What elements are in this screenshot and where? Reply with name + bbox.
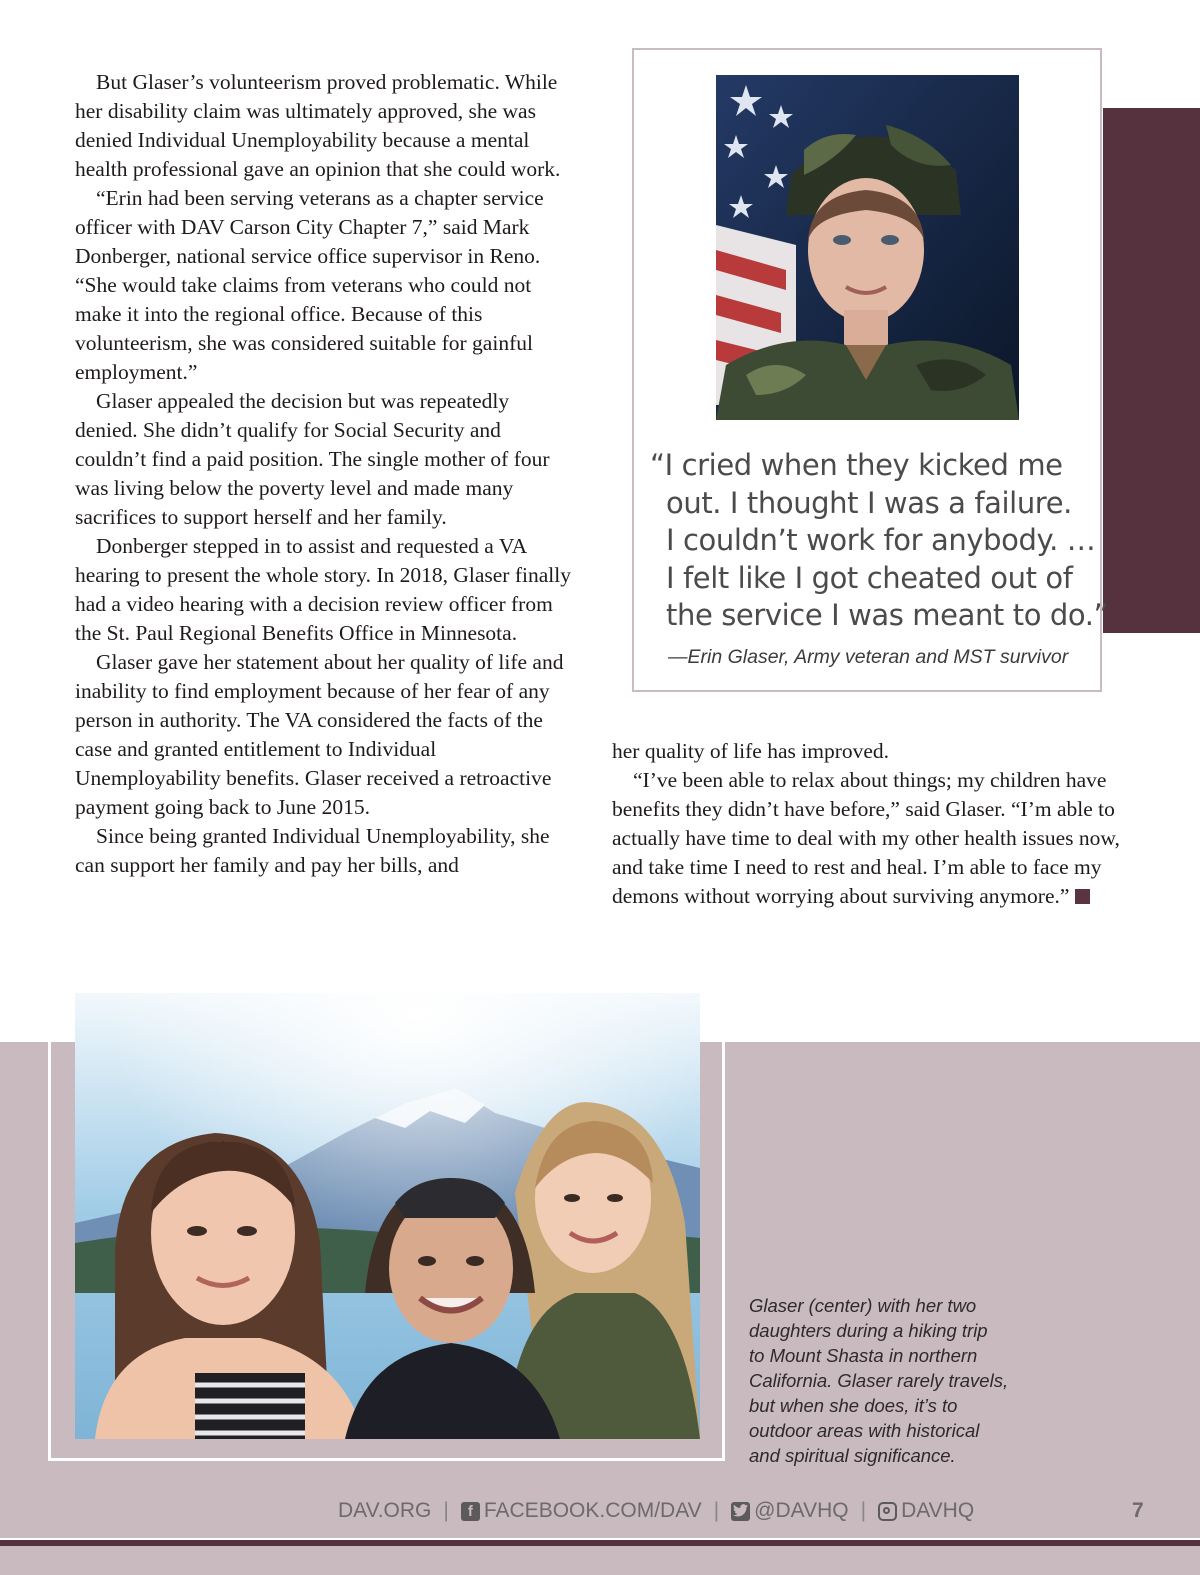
pull-quote-line: “I cried when they kicked me: [650, 448, 1063, 482]
article-paragraph-text: “I’ve been able to relax about things; my children have benefits they didn’t have before,” said Glaser. “I’m able to actually have time to deal with my other health issues now, and take time I need to rest and heal. I’m able to face my demons without worrying about surviving anymore.”: [612, 768, 1120, 908]
article-paragraph: [612, 766, 1132, 911]
caption-line: outdoor areas with historical: [749, 1420, 980, 1441]
portrait-illustration: [716, 75, 1019, 420]
page-footer: [0, 1491, 1200, 1529]
footer-instagram-link[interactable]: DAVHQ: [901, 1499, 975, 1522]
pull-quote-line: the service I was meant to do.”: [666, 598, 1109, 632]
caption-line: Glaser (center) with her two: [749, 1295, 977, 1316]
footer-facebook-link[interactable]: FACEBOOK.COM/DAV: [483, 1499, 702, 1522]
pull-quote-line: out. I thought I was a failure.: [666, 485, 1072, 520]
caption-line: but when she does, it’s to: [749, 1395, 958, 1416]
portrait-photo: [716, 75, 1019, 420]
facebook-icon[interactable]: f: [461, 1502, 480, 1521]
article-paragraph: Glaser appealed the decision but was repeatedly denied. She didn’t qualify for Social Security and couldn’t find a paid position. The single mother of four was living below the poverty level and made many sacrifices to support herself and her family.: [75, 389, 550, 529]
article-paragraph: Glaser gave her statement about her quality of life and inability to find employment because of her fear of any person in authority. The VA considered the facts of the case and granted entitlement to Individual Unemployability benefits. Glaser received a retroactive payment going back to June 2015.: [75, 650, 564, 819]
article-paragraph: Donberger stepped in to assist and requested a VA hearing to present the whole story. In 2018, Glaser finally had a video hearing with a decision review officer from the St. Paul Regional Benefits Office in Minnesota.: [75, 534, 571, 645]
article-paragraph: Since being granted Individual Unemployability, she can support her family and pay her bills, and: [75, 824, 550, 877]
article-paragraph: But Glaser’s volunteerism proved problematic. While her disability claim was ultimately approved, she was denied Individual Unemployability because a mental health professional gave an opinion that she could work.: [75, 70, 561, 181]
bottom-strip: [0, 1546, 1200, 1575]
article-paragraph: “Erin had been serving veterans as a chapter service officer with DAV Carson City Chapter 7,” said Mark Donberger, national service office supervisor in Reno. “She would take claims from veterans who could not make it into the regional office. Because of this volunteerism, she was considered suitable for gainful employment.”: [75, 186, 544, 384]
twitter-icon[interactable]: [731, 1502, 750, 1521]
caption-line: daughters during a hiking trip: [749, 1320, 988, 1341]
footer-links: [338, 1499, 974, 1523]
pull-quote-line: I couldn’t work for anybody. …: [666, 523, 1096, 557]
end-square-icon: [1075, 889, 1090, 904]
caption-line: and spiritual significance.: [749, 1445, 956, 1466]
accent-side-bar: [1103, 108, 1200, 633]
pull-quote-line: I felt like I got cheated out of: [666, 560, 1073, 595]
family-photo: [75, 993, 700, 1439]
article-paragraph: her quality of life has improved.: [612, 739, 890, 763]
caption-line: California. Glaser rarely travels,: [749, 1370, 1009, 1391]
footer-site-link[interactable]: DAV.ORG: [338, 1499, 432, 1522]
page-number: 7: [1132, 1499, 1144, 1522]
footer-separator: |: [443, 1499, 449, 1522]
footer-twitter-link[interactable]: @DAVHQ: [754, 1499, 849, 1522]
footer-separator: |: [713, 1499, 720, 1522]
pull-quote-attribution: —Erin Glaser, Army veteran and MST survivor: [668, 646, 1069, 668]
footer-separator: |: [860, 1499, 867, 1522]
pull-quote: [650, 447, 1109, 635]
caption-line: to Mount Shasta in northern: [749, 1345, 978, 1366]
instagram-icon[interactable]: [878, 1502, 897, 1521]
photo-caption: [749, 1293, 1019, 1468]
article-column-left: [75, 68, 575, 880]
twitter-bird-glyph: [733, 1504, 748, 1517]
family-photo-illustration: [75, 993, 700, 1439]
article-column-right: [612, 737, 1132, 911]
